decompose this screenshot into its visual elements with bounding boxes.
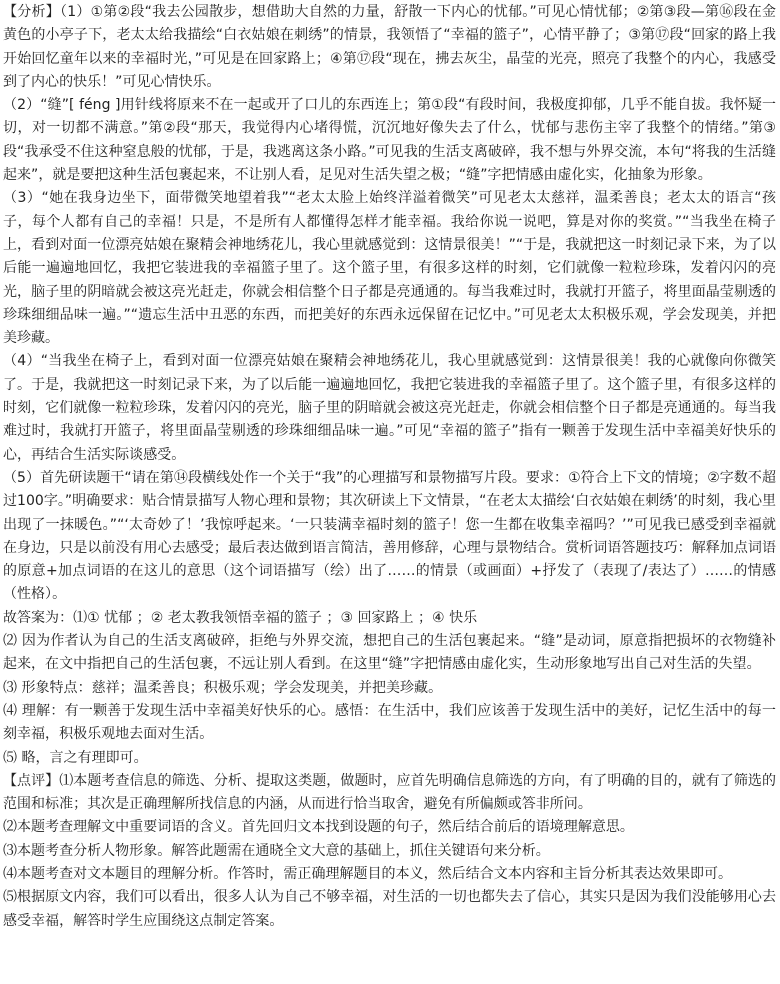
analysis-paragraph-4: （4）“当我坐在椅子上，看到对面一位漂亮姑娘在聚精会神地绣花儿，我心里就感觉到：这情景很美！我的心就像向你微笑了。于是，我就把这一时刻记录下来，为了以后能一遍遍地回忆，我把它装进我的幸福篮子里了。这个篮子里，有很多这样的时刻，它们就像一粒粒珍珠，发着闪闪的亮光，脑子里的阴暗就会被这亮光赶走，你就会相信整个日子都是亮通通的。每当我难过时，我就打开篮子，将里面晶莹剔透的珍珠细细品味一遍。”可见“幸福的篮子”指有一颗善于发现生活中幸福美好快乐的心，再结合生活实际谈感受。: [3, 353, 776, 463]
answer-item-2: ⑵ 因为作者认为自己的生活支离破碎，拒绝与外界交流，想把自己的生活包裹起来。“缝”是动词，原意指把损坏的衣物缝补起来，在文中指把自己的生活包裹，不远让别人看到。在这里“缝”字把情感由虚化实，生动形象地写出自己对生活的失望。: [3, 633, 776, 673]
review-paragraph-4: ⑷本题考查对文本题目的理解分析。作答时，需正确理解题目的本义，然后结合文本内容和主旨分析其表达效果即可。: [3, 865, 733, 882]
answer-intro: 故答案为：⑴① 忧郁 ；② 老太教我领悟幸福的篮子 ；③ 回家路上 ；④ 快乐: [3, 609, 478, 626]
review-paragraph-3: ⑶本题考查分析人物形象。解答此题需在通晓全文大意的基础上，抓住关键语句来分析。: [3, 842, 550, 859]
analysis-paragraph-3: （3）“她在我身边坐下，面带微笑地望着我”“老太太脸上始终洋溢着微笑”可见老太太慈祥，温柔善良；老太太的语言“孩子，每个人都有自己的幸福！只是，不是所有人都懂得怎样才能幸福。我给你说一说吧，算是对你的奖赏。”“当我坐在椅子上，看到对面一位漂亮姑娘在聚精会神地绣花儿，我心里就感觉到：这情景很美！”“于是，我就把这一时刻记录下来，为了以后能一遍遍地回忆，我把它装进我的幸福篮子里了。这个篮子里，有很多这样的时刻，它们就像一粒粒珍珠，发着闪闪的亮光，脑子里的阴暗就会被这亮光赶走，你就会相信整个日子都是亮通通的。每当我难过时，我就打开篮子，将里面晶莹剔透的珍珠细细品味一遍。”“遗忘生活中丑恶的东西，而把美好的东西永远保留在记忆中。”可见老太太积极乐观，学会发现美，并把美珍藏。: [3, 190, 776, 347]
answer-item-3: ⑶ 形象特点：慈祥；温柔善良；积极乐观；学会发现美，并把美珍藏。: [3, 679, 443, 696]
review-paragraph-2: ⑵本题考查理解文中重要词语的含义。首先回归文本找到设题的句子，然后结合前后的语境理解意思。: [3, 819, 634, 836]
analysis-paragraph-2: （2）“缝”[ féng ]用针线将原来不在一起或开了口儿的东西连上；第①段“有段时间，我极度抑郁，几乎不能自拔。我怀疑一切，对一切都不满意。”第②段“那天，我觉得内心堵得慌，沉沉地好像失去了什么，忧郁与悲伤主宰了我整个的情绪。”第③段“我承受不住这种窒息般的忧郁，于是，我逃离这条小路。”可见我的生活支离破碎，我不想与外界交流，本句“将我的生活缝起来”，就是要把这种生活包裹起来，不让别人看，足见对生活失望之极；“缝”字把情感由虚化实，化抽象为形象。: [3, 97, 776, 184]
answer-item-5: ⑸ 略，言之有理即可。: [3, 749, 148, 766]
analysis-item-1-text: （1）①第②段“我去公园散步，想借助大自然的力量，舒散一下内心的忧郁。”可见心情忧郁；②第③段—第⑯段在金黄色的小亭子下，老太太给我描绘“白衣姑娘在刺绣”的情景，我领悟了“幸福的篮子”，心情平静了；③第⑰段“回家的路上我开始回忆童年以来的幸福时光，”可见是在回家路上；④第⑰段“现在，拂去灰尘，晶莹的光亮，照亮了我整个的内心，我感受到了内心的快乐！”可见心情快乐。: [3, 4, 776, 90]
analysis-paragraph-1: [3, 1, 776, 94]
review-paragraph-5: ⑸根据原文内容，我们可以看出，很多人认为自己不够幸福，对生活的一切也都失去了信心，其实只是因为我们没能够用心去感受幸福，解答时学生应围绕这点制定答案。: [3, 889, 776, 929]
analysis-heading: 【分析】: [3, 4, 60, 20]
review-paragraph-1: 【点评】⑴本题考查信息的筛选、分析、提取这类题，做题时，应首先明确信息筛选的方向，有了明确的目的，就有了筛选的范围和标准；其次是正确理解所找信息的内涵，从而进行恰当取舍，避免有所偏颇或答非所问。: [3, 772, 776, 813]
analysis-paragraph-5: （5）首先研读题干“请在第⑭段横线处作一个关于“我”的心理描写和景物描写片段。要求：①符合上下文的情境；②字数不超过100字。”明确要求：贴合情景描写人物心理和景物；其次研读上下文情景，“在老太太描绘‘白衣姑娘在刺绣’的时刻，我心里出现了一抹暖色。”“‘太奇妙了！’我惊呼起来。‘一只装满幸福时刻的篮子！您一生都在收集幸福吗？’”可见我已感受到幸福就在身边，只是以前没有用心去感受；最后表达做到语言简洁，善用修辞，心理与景物结合。赏析词语答题技巧：解释加点词语的原意+加点词语的在这儿的意思（这个词语描写（绘）出了……的情景（或画面）+抒发了（表现了/表达了）……的情感（性格）。: [3, 469, 776, 603]
answer-item-4: ⑷ 理解：有一颗善于发现生活中幸福美好快乐的心。感悟：在生活中，我们应该善于发现生活中的美好，记忆生活中的每一刻幸福，积极乐观地去面对生活。: [3, 702, 776, 743]
